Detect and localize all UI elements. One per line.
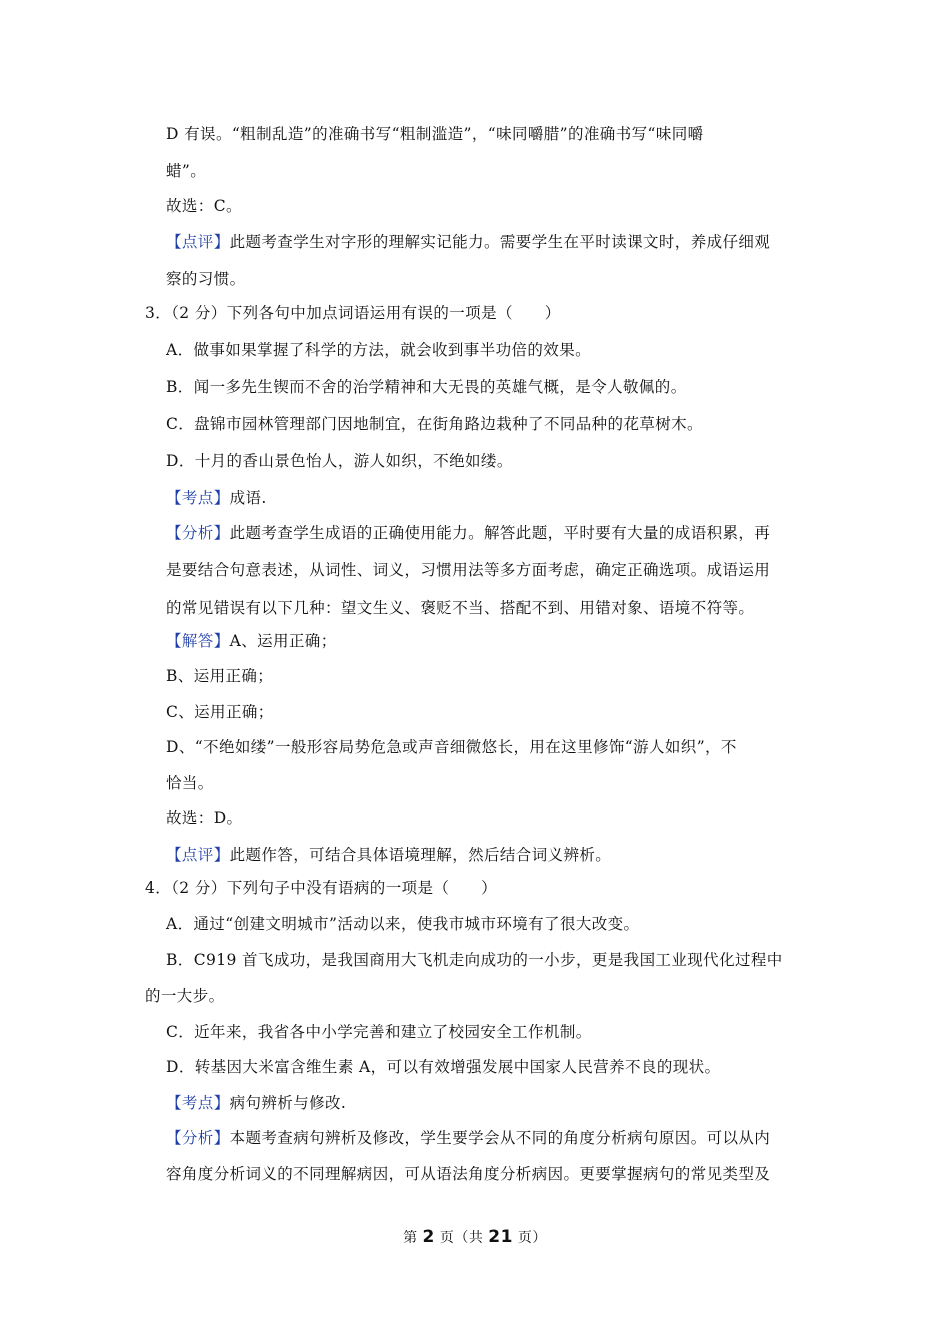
option-d: D．转基因大米富含维生素 A，可以有效增强发展中国家人民营养不良的现状。: [166, 1058, 721, 1076]
text-line: 恰当。: [166, 774, 214, 792]
analysis-tag: 【分析】: [166, 1129, 230, 1147]
option-c: C．近年来，我省各中小学完善和建立了校园安全工作机制。: [166, 1023, 592, 1041]
text-line: 容角度分析词义的不同理解病因，可从语法角度分析病因。更要掌握病句的常见类型及: [166, 1165, 771, 1183]
comment-line: 【点评】此题作答，可结合具体语境理解，然后结合词义辨析。: [166, 846, 612, 864]
text-line: 故选：D。: [166, 809, 243, 827]
kaodian-tag: 【考点】: [166, 489, 230, 507]
option-b: B．C919 首飞成功，是我国商用大飞机走向成功的一小步，更是我国工业现代化过程中: [166, 951, 783, 969]
text-line: 的一大步。: [145, 987, 225, 1005]
page-number: 2: [422, 1227, 435, 1247]
text-line: B、运用正确；: [166, 667, 274, 685]
option-d: D．十月的香山景色怡人，游人如织，不绝如缕。: [166, 452, 513, 470]
kaodian-tag: 【考点】: [166, 1094, 230, 1112]
text-line: C、运用正确；: [166, 703, 274, 721]
kaodian-line: 【考点】病句辨析与修改.: [166, 1094, 347, 1112]
option-c: C．盘锦市园林管理部门因地制宜，在街角路边栽种了不同品种的花草树木。: [166, 415, 703, 433]
option-a: A．做事如果掌握了科学的方法，就会收到事半功倍的效果。: [166, 341, 591, 359]
comment-tag: 【点评】: [166, 846, 230, 864]
answer-line: 【解答】A、运用正确；: [166, 632, 337, 650]
analysis-line: 【分析】此题考查学生成语的正确使用能力。解答此题，平时要有大量的成语积累，再: [166, 524, 771, 542]
question-4-title: 4．（2 分）下列句子中没有语病的一项是（ ）: [145, 879, 498, 897]
analysis-line: 【分析】本题考查病句辨析及修改，学生要学会从不同的角度分析病句原因。可以从内: [166, 1129, 771, 1147]
page-footer: 第 2 页（共 21 页）: [403, 1227, 547, 1247]
text-line: D 有误。“粗制乱造”的准确书写“粗制滥造”，“味同嚼腊”的准确书写“味同嚼: [166, 125, 704, 143]
text-line: 的常见错误有以下几种：望文生义、褒贬不当、搭配不到、用错对象、语境不符等。: [166, 599, 755, 617]
option-a: A．通过“创建文明城市”活动以来，使我市城市环境有了很大改变。: [166, 915, 640, 933]
text-line: 蜡”。: [166, 162, 207, 180]
answer-tag: 【解答】: [166, 632, 230, 650]
kaodian-line: 【考点】成语.: [166, 489, 267, 507]
question-3-title: 3．（2 分）下列各句中加点词语运用有误的一项是（ ）: [145, 304, 561, 322]
text-line: 故选：C。: [166, 197, 242, 215]
page-total: 21: [488, 1227, 513, 1247]
text-line: D、“不绝如缕”一般形容局势危急或声音细微悠长，用在这里修饰“游人如织”，不: [166, 738, 737, 756]
text-line: 察的习惯。: [166, 270, 246, 288]
comment-tag: 【点评】: [166, 233, 230, 251]
option-b: B．闻一多先生锲而不舍的治学精神和大无畏的英雄气概，是令人敬佩的。: [166, 378, 687, 396]
analysis-tag: 【分析】: [166, 524, 230, 542]
comment-line: 【点评】此题考查学生对字形的理解实记能力。需要学生在平时读课文时，养成仔细观: [166, 233, 771, 251]
text-line: 是要结合句意表述，从词性、词义，习惯用法等多方面考虑，确定正确选项。成语运用: [166, 561, 771, 579]
